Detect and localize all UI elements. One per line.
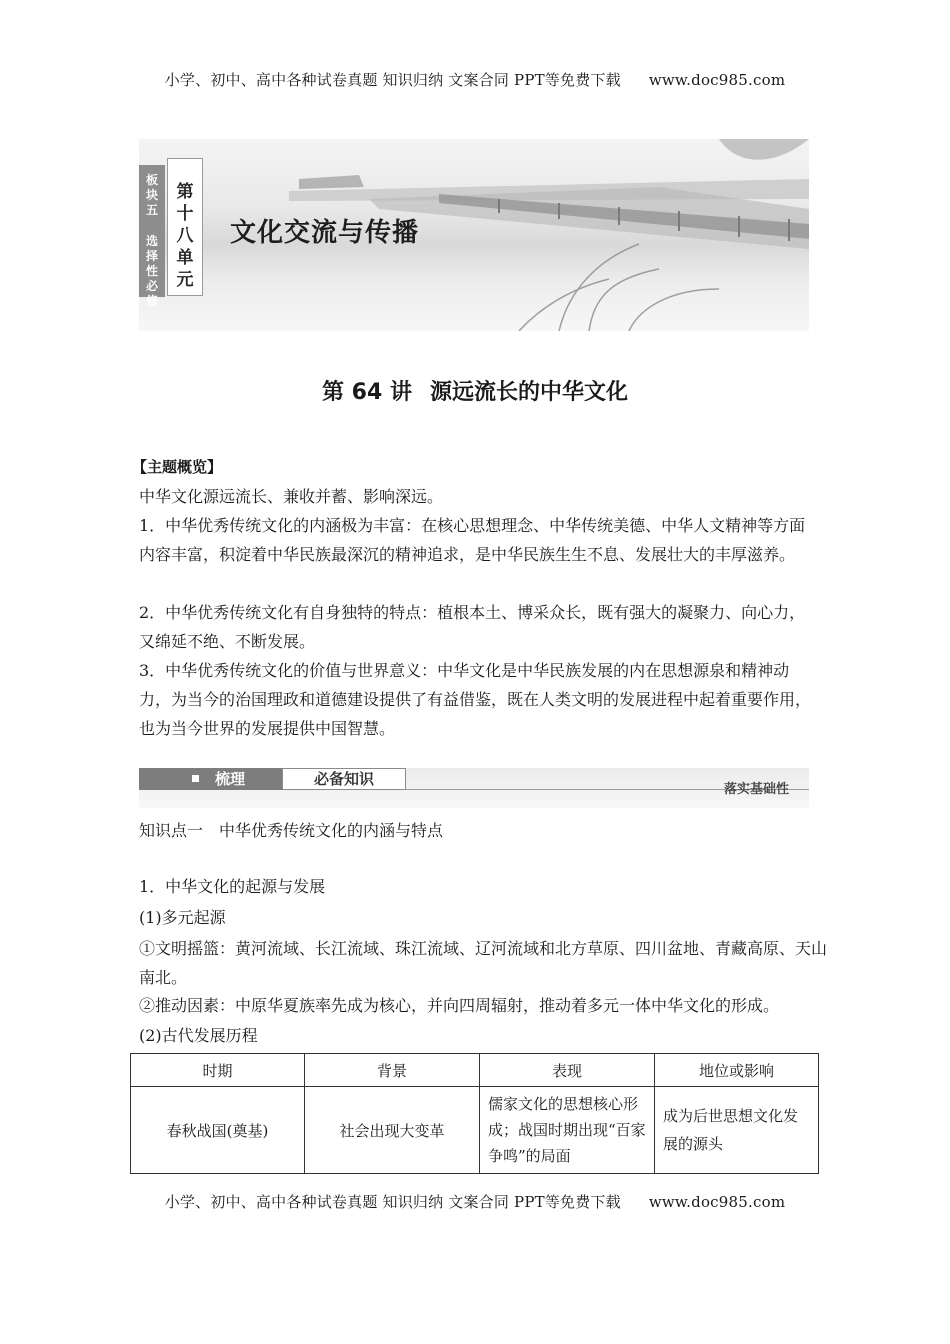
content-cradle: ①文明摇篮：黄河流域、长江流域、珠江流域、辽河流域和北方草原、四川盆地、青藏高原、天山南北。 — [139, 939, 828, 987]
header-site: www.doc985.com — [648, 71, 786, 89]
unit-title: 文化交流与传播 — [230, 218, 420, 248]
table-cell-background: 社会出现大变革 — [305, 1087, 480, 1174]
overview-intro: 中华文化源远流长、兼收并蓄、影响深远。 — [139, 487, 444, 506]
header-text: 小学、初中、高中各种试卷真题 知识归纳 文案合同 PPT等免费下载 — [164, 71, 621, 89]
heading-1: 1．中华文化的起源与发展 — [139, 877, 326, 896]
page-header — [0, 69, 950, 90]
overview-point-3: 3．中华优秀传统文化的价值与世界意义：中华文化是中华民族发展的内在思想源泉和精神动力，为当今的治国理政和道德建设提供了有益借鉴，既在人类文明的发展进程中起着重要作用，也为当今世界的发展提供中国智慧。 — [139, 661, 812, 738]
overview-point-1: 1．中华优秀传统文化的内涵极为丰富：在核心思想理念、中华传统美德、中华人文精神等方面内容丰富，积淀着中华民族最深沉的精神追求，是中华民族生生不息、发展壮大的丰厚滋养。 — [139, 516, 806, 564]
table-header-period: 时期 — [131, 1054, 305, 1087]
bullet-square-icon — [192, 775, 199, 782]
unit-tab — [167, 158, 203, 296]
heading-1a: (1)多元起源 — [139, 908, 226, 927]
section-bar-right: 落实基础性 — [724, 782, 790, 797]
lecture-title — [0, 375, 950, 406]
section-bar-dark-label: 梳理 — [215, 770, 246, 788]
footer-text: 小学、初中、高中各种试卷真题 知识归纳 文案合同 PPT等免费下载 — [164, 1193, 621, 1211]
table-cell-manifestation: 儒家文化的思想核心形成；战国时期出现“百家争鸣”的局面 — [480, 1087, 655, 1174]
section-bar-light: 必备知识 — [282, 768, 406, 790]
overview-point-2: 2．中华优秀传统文化有自身独特的特点：植根本土、博采众长，既有强大的凝聚力、向心力，又绵延不绝、不断发展。 — [139, 603, 806, 651]
section-tab-label-1: 板块五 — [145, 173, 158, 217]
content-factors: ②推动因素：中原华夏族率先成为核心，并向四周辐射，推动着多元一体中华文化的形成。 — [139, 996, 780, 1015]
knowledge-point-title: 知识点一 中华优秀传统文化的内涵与特点 — [139, 821, 444, 840]
lecture-name: 源远流长的中华文化 — [429, 380, 628, 405]
overview-label: 【主题概览】 — [132, 458, 223, 476]
unit-tab-label: 第十八单元 — [176, 182, 194, 290]
table-cell-influence: 成为后世思想文化发展的源头 — [655, 1087, 819, 1174]
history-table — [130, 1053, 819, 1174]
table-cell-period: 春秋战国(奠基) — [131, 1087, 305, 1174]
table-header-row — [131, 1054, 819, 1087]
table-header-influence: 地位或影响 — [655, 1054, 819, 1087]
table-row — [131, 1087, 819, 1174]
section-tab-label-2: 选择性必修 — [145, 234, 158, 308]
section-tab — [139, 165, 165, 308]
footer-site: www.doc985.com — [648, 1193, 786, 1211]
table-header-background: 背景 — [305, 1054, 480, 1087]
heading-1b: (2)古代发展历程 — [139, 1026, 258, 1045]
page-footer — [0, 1191, 950, 1212]
lecture-number: 第 64 讲 — [322, 380, 412, 405]
table-header-manifestation: 表现 — [480, 1054, 655, 1087]
section-bar-dark — [139, 768, 282, 790]
